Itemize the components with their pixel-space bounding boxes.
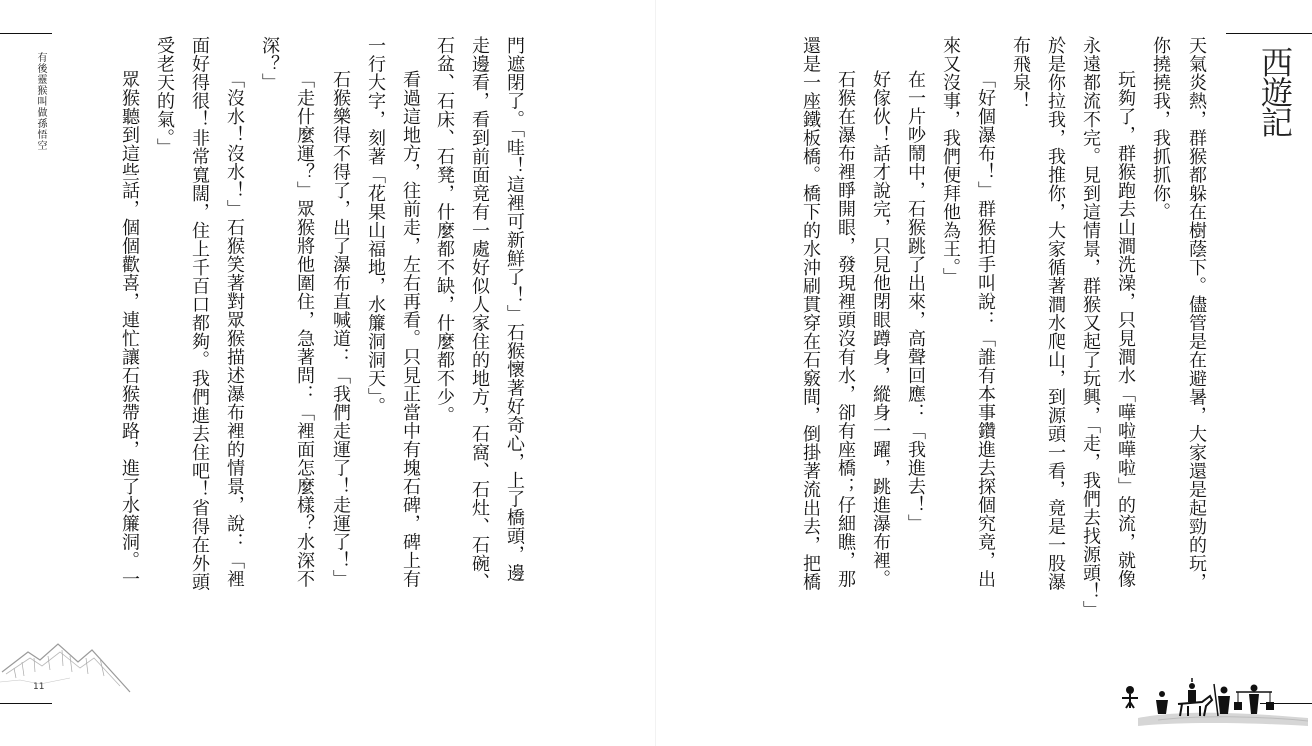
text-column: 石猴樂得不得了，出了瀑布直喊道：「我們走運了！走運了！」 bbox=[330, 70, 351, 588]
text-column: 走邊看，看到前面竟有一處好似人家住的地方，石窩、石灶、石碗、 bbox=[469, 36, 490, 591]
page-number: 11 bbox=[33, 682, 45, 692]
right-page bbox=[656, 0, 1312, 746]
text-column: 看過這地方，往前走，左右再看。只見正當中有塊石碑，碑上有 bbox=[400, 70, 421, 588]
text-column: 在一片吵鬧中，石猴跳了出來，高聲回應：「我進去！」 bbox=[905, 70, 926, 533]
text-column: 深？」 bbox=[259, 36, 280, 92]
mountain-illustration bbox=[0, 632, 135, 694]
running-header: 有後靈猴叫做孫悟空 bbox=[35, 52, 46, 151]
pilgrims-illustration bbox=[1118, 660, 1312, 730]
text-column: 還是一座鐵板橋。橋下的水沖刷貫穿在石竅間，倒掛著流出去，把橋 bbox=[800, 36, 821, 591]
text-column: 一行大字，刻著「花果山福地，水簾洞洞天」。 bbox=[365, 36, 386, 416]
text-column: 石猴在瀑布裡睜開眼，發現裡頭沒有水，卻有座橋；仔細瞧，那 bbox=[835, 70, 856, 588]
text-column: 布飛泉！ bbox=[1010, 36, 1031, 110]
text-column: 石盆、石床、石凳，什麼都不缺，什麼都不少。 bbox=[434, 36, 455, 425]
text-column: 你撓撓我，我抓抓你。 bbox=[1150, 36, 1171, 221]
text-column: 「沒水！沒水！」石猴笑著對眾猴描述瀑布裡的情景，說：「裡 bbox=[224, 70, 245, 588]
text-column: 玩夠了，群猴跑去山澗洗澡，只見澗水「嘩啦嘩啦」的流，就像 bbox=[1115, 70, 1136, 588]
text-column: 眾猴聽到這些話，個個歡喜，連忙讓石猴帶路，進了水簾洞。一 bbox=[119, 70, 140, 588]
text-column: 「好個瀑布！」群猴拍手叫說：「誰有本事鑽進去探個究竟，出 bbox=[975, 70, 996, 588]
text-column: 永遠都流不完。見到這情景，群猴又起了玩興，「走，我們去找源頭！」 bbox=[1080, 36, 1101, 619]
top-rule-right bbox=[1226, 33, 1312, 34]
book-logo: 西遊記 bbox=[1256, 46, 1294, 136]
top-rule-left bbox=[0, 33, 52, 34]
text-column: 來又沒事，我們便拜他為王。」 bbox=[940, 36, 961, 286]
text-column: 「走什麼運？」眾猴將他圍住，急著問：「裡面怎麼樣？水深不 bbox=[294, 70, 315, 588]
text-column: 好傢伙！話才說完，只見他閉眼蹲身，縱身一躍，跳進瀑布裡。 bbox=[870, 70, 891, 588]
text-column: 門遮閉了。「哇！這裡可新鮮了！」石猴懷著好奇心，上了橋頭，邊 bbox=[504, 36, 525, 582]
text-column: 受老天的氣。」 bbox=[154, 36, 175, 157]
bottom-rule-right bbox=[1260, 703, 1312, 704]
text-column: 天氣炎熱，群猴都躲在樹蔭下。儘管是在避暑，大家還是起勁的玩， bbox=[1186, 36, 1207, 591]
text-column: 面好得很！非常寬闊，住上千百口都夠。我們進去住吧！省得在外頭 bbox=[189, 36, 210, 591]
text-column: 於是你拉我，我推你，大家循著澗水爬山，到源頭一看，竟是一股瀑 bbox=[1045, 36, 1066, 591]
bottom-rule-left bbox=[0, 703, 52, 704]
